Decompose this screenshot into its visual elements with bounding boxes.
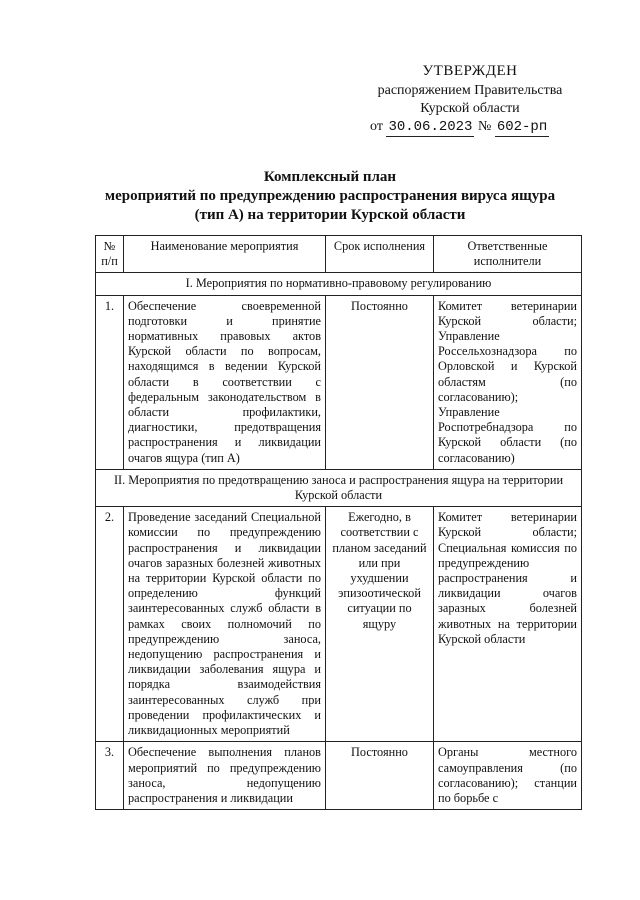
approval-line2: Курской области	[420, 101, 520, 116]
table-row	[96, 742, 582, 810]
row-resp: Комитет ветеринарии Курской области; Специальная комиссия по предупреждению распространения и ликвидации очагов заразных болезней животных на территории Курской области	[434, 507, 582, 742]
table-header-row	[96, 236, 582, 273]
title-line-2: мероприятий по предупреждению распространения вируса ящура	[104, 188, 556, 204]
row-term: Постоянно	[326, 295, 434, 469]
document-title	[60, 168, 600, 225]
section-row	[96, 469, 582, 506]
approval-number: 602-рп	[496, 119, 548, 135]
table-row	[96, 295, 582, 469]
header-term: Срок исполнения	[326, 236, 434, 273]
date-prefix: от	[370, 119, 383, 134]
approval-date-line	[360, 118, 580, 137]
number-prefix: №	[477, 119, 492, 134]
title-line-1: Комплексный план	[263, 169, 397, 185]
title-line-3: (тип А) на территории Курской области	[194, 207, 466, 223]
approval-title: УТВЕРЖДЕН	[422, 63, 518, 79]
table-row	[96, 507, 582, 742]
row-resp: Органы местного самоуправления (по согласованию); станции по борьбе с	[434, 742, 582, 810]
section-2-title: II. Мероприятия по предотвращению заноса и распространения ящура на территории Курской области	[96, 469, 582, 506]
approval-date: 30.06.2023	[388, 119, 473, 135]
row-name: Обеспечение выполнения планов мероприятий по предупреждению заноса, недопущению распространения и ликвидации	[124, 742, 326, 810]
measures-table	[95, 235, 582, 810]
header-resp: Ответственные исполнители	[434, 236, 582, 273]
row-num: 2.	[96, 507, 124, 742]
section-row	[96, 273, 582, 295]
row-name: Проведение заседаний Специальной комиссии по предупреждению распространения и ликвидации очагов заразных болезней животных на территории Курской области по определению функций заинтересованных служб области в рамках своих полномочий по предупреждению заноса, недопущению распространения и ликвидации заболевания ящура и порядка взаимодействия заинтересованных служб при проведении профилактических и ликвидационных мероприятий	[124, 507, 326, 742]
header-name: Наименование мероприятия	[124, 236, 326, 273]
row-name: Обеспечение своевременной подготовки и принятие нормативных правовых актов Курской области по вопросам, находящимся в ведении Курской области в соответствии с федеральным законодательством в области профилактики, диагностики, предотвращения распространения и ликвидации очагов ящура (тип А)	[124, 295, 326, 469]
row-num: 1.	[96, 295, 124, 469]
row-num: 3.	[96, 742, 124, 810]
section-1-title: I. Мероприятия по нормативно-правовому регулированию	[96, 273, 582, 295]
approval-stamp	[360, 62, 580, 137]
header-num: № п/п	[96, 236, 124, 273]
row-resp: Комитет ветеринарии Курской области; Управление Россельхознадзора по Орловской и Курской областям (по согласованию); Управление Роспотребнадзора по Курской области (по согласованию)	[434, 295, 582, 469]
row-term: Постоянно	[326, 742, 434, 810]
row-term: Ежегодно, в соответствии с планом заседаний или при ухудшении эпизоотической ситуации по ящуру	[326, 507, 434, 742]
approval-line1: распоряжением Правительства	[377, 83, 563, 98]
